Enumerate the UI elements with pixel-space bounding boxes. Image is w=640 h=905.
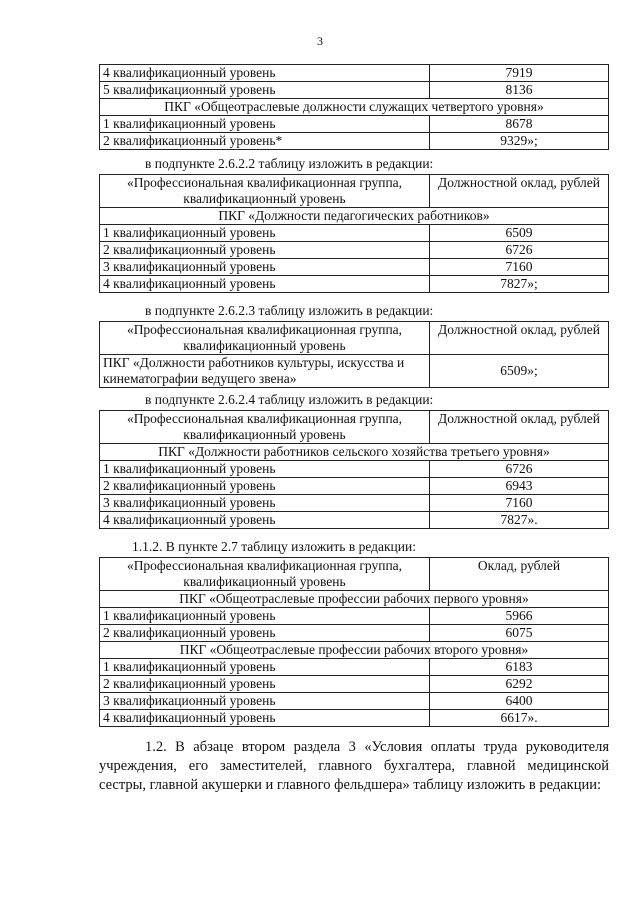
salary-cell: 6726 xyxy=(430,242,609,259)
group-title: ПКГ «Общеотраслевые профессии рабочих второго уровня» xyxy=(100,642,609,659)
instruction-text: в подпункте 2.6.2.2 таблицу изложить в редакции: xyxy=(145,156,434,171)
table-row xyxy=(100,116,609,133)
level-cell: 4 квалификационный уровень xyxy=(100,65,430,82)
header-row xyxy=(100,322,609,355)
table-row xyxy=(100,461,609,478)
instruction-text: в подпункте 2.6.2.3 таблицу изложить в редакции: xyxy=(145,303,434,318)
salary-cell: 6509 xyxy=(430,225,609,242)
table-row xyxy=(100,276,609,293)
salary-cell: 8136 xyxy=(430,82,609,99)
salary-cell: 7160 xyxy=(430,259,609,276)
level-cell: 1 квалификационный уровень xyxy=(100,608,430,625)
page-number: 3 xyxy=(317,34,323,48)
level-cell: 2 квалификационный уровень xyxy=(100,242,430,259)
header-salary-cell: Оклад, рублей xyxy=(430,558,609,591)
header-row xyxy=(100,175,609,208)
instruction-text: в подпункте 2.6.2.4 таблицу изложить в редакции: xyxy=(145,392,434,407)
table-row xyxy=(100,710,609,727)
level-cell: 3 квалификационный уровень xyxy=(100,693,430,710)
salary-cell: 6617». xyxy=(430,710,609,727)
table-row xyxy=(100,659,609,676)
level-cell: 2 квалификационный уровень* xyxy=(100,133,430,150)
paragraph-text: 1.2. В абзаце втором раздела 3 «Условия оплаты труда руководителя учреждения, его заместителей, главного бухгалтера, главной медицинской сестры, главной акушерки и главного фельдшера» таблицу изложить в редакции: xyxy=(99,739,609,793)
level-cell: 2 квалификационный уровень xyxy=(100,478,430,495)
table-row xyxy=(100,608,609,625)
salary-cell: 6292 xyxy=(430,676,609,693)
group-row xyxy=(100,208,609,225)
salary-cell: 6943 xyxy=(430,478,609,495)
level-cell: 1 квалификационный уровень xyxy=(100,461,430,478)
header-group-cell: «Профессиональная квалификационная группа, квалификационный уровень xyxy=(100,558,430,591)
table-4 xyxy=(99,410,609,529)
table-row xyxy=(100,225,609,242)
instruction-text: 1.1.2. В пункте 2.7 таблицу изложить в редакции: xyxy=(132,539,416,554)
level-cell: 4 квалификационный уровень xyxy=(100,512,430,529)
group-row xyxy=(100,444,609,461)
header-group-cell: «Профессиональная квалификационная группа, квалификационный уровень xyxy=(100,322,430,355)
group-row xyxy=(100,591,609,608)
table-row xyxy=(100,512,609,529)
salary-cell: 8678 xyxy=(430,116,609,133)
table-row xyxy=(100,693,609,710)
salary-cell: 7827»; xyxy=(430,276,609,293)
table-5 xyxy=(99,557,609,727)
level-cell: 1 квалификационный уровень xyxy=(100,225,430,242)
salary-cell: 6726 xyxy=(430,461,609,478)
table-row xyxy=(100,133,609,150)
level-cell: 1 квалификационный уровень xyxy=(100,116,430,133)
group-title: ПКГ «Должности работников сельского хозяйства третьего уровня» xyxy=(100,444,609,461)
header-row xyxy=(100,411,609,444)
header-salary-cell: Должностной оклад, рублей xyxy=(430,322,609,355)
salary-cell: 7160 xyxy=(430,495,609,512)
header-row xyxy=(100,558,609,591)
table-3 xyxy=(99,321,609,388)
table-row xyxy=(100,259,609,276)
salary-cell: 7919 xyxy=(430,65,609,82)
group-title: ПКГ «Общеотраслевые должности служащих четвертого уровня» xyxy=(100,99,609,116)
salary-cell: 5966 xyxy=(430,608,609,625)
salary-cell: 6183 xyxy=(430,659,609,676)
salary-cell: 6075 xyxy=(430,625,609,642)
salary-cell: 9329»; xyxy=(430,133,609,150)
table-row xyxy=(100,82,609,99)
salary-cell: 6400 xyxy=(430,693,609,710)
group-title: ПКГ «Общеотраслевые профессии рабочих первого уровня» xyxy=(100,591,609,608)
table-row xyxy=(100,478,609,495)
group-row xyxy=(100,99,609,116)
body-paragraph xyxy=(99,738,609,795)
table-row xyxy=(100,676,609,693)
group-title: ПКГ «Должности педагогических работников» xyxy=(100,208,609,225)
table-row xyxy=(100,242,609,259)
level-cell: 2 квалификационный уровень xyxy=(100,625,430,642)
level-cell: 4 квалификационный уровень xyxy=(100,276,430,293)
table-row xyxy=(100,495,609,512)
table-row xyxy=(100,355,609,388)
header-salary-cell: Должностной оклад, рублей xyxy=(430,175,609,208)
group-cell: ПКГ «Должности работников культуры, искусства и кинематографии ведущего звена» xyxy=(100,355,430,388)
table-1 xyxy=(99,64,609,150)
table-row xyxy=(100,65,609,82)
salary-cell: 6509»; xyxy=(430,355,609,388)
header-group-cell: «Профессиональная квалификационная группа, квалификационный уровень xyxy=(100,175,430,208)
level-cell: 2 квалификационный уровень xyxy=(100,676,430,693)
level-cell: 4 квалификационный уровень xyxy=(100,710,430,727)
level-cell: 3 квалификационный уровень xyxy=(100,259,430,276)
level-cell: 5 квалификационный уровень xyxy=(100,82,430,99)
group-row xyxy=(100,642,609,659)
table-2 xyxy=(99,174,609,293)
salary-cell: 7827». xyxy=(430,512,609,529)
header-salary-cell: Должностной оклад, рублей xyxy=(430,411,609,444)
level-cell: 1 квалификационный уровень xyxy=(100,659,430,676)
table-row xyxy=(100,625,609,642)
level-cell: 3 квалификационный уровень xyxy=(100,495,430,512)
header-group-cell: «Профессиональная квалификационная группа, квалификационный уровень xyxy=(100,411,430,444)
